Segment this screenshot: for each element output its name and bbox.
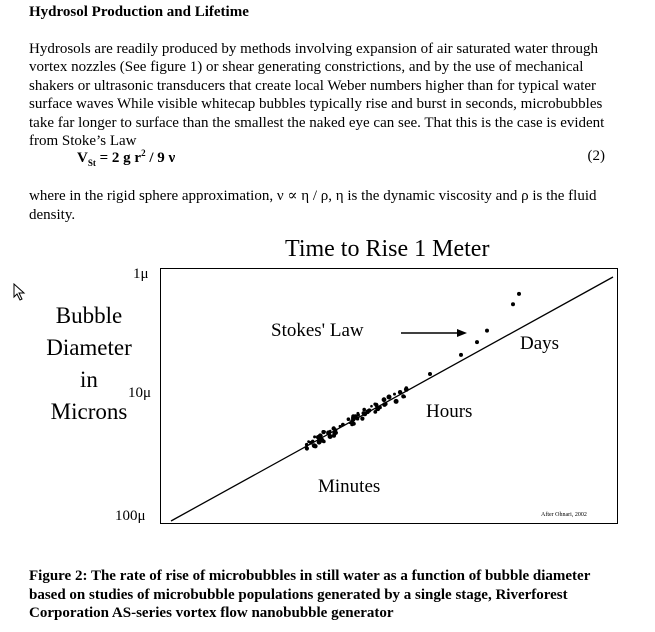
data-point [362, 411, 366, 415]
equation-expression: = 2 g r [95, 150, 142, 166]
data-point [347, 417, 351, 421]
data-point [379, 406, 382, 409]
stokes-arrow-head [457, 329, 467, 337]
y-tick-100-micron: 100μ [115, 508, 146, 524]
mouse-cursor-icon [13, 283, 27, 301]
plot-area [160, 268, 618, 524]
data-point [356, 412, 359, 415]
minutes-label: Minutes [318, 476, 381, 497]
equation-exponent: 2 [141, 148, 146, 158]
data-point [428, 372, 432, 376]
data-point [475, 340, 479, 344]
data-point [393, 393, 396, 396]
data-point [318, 433, 323, 438]
data-point [511, 302, 515, 306]
equation-tail: / 9 ν [145, 150, 176, 166]
y-tick-10-micron: 10μ [128, 385, 152, 401]
data-point [362, 408, 366, 412]
data-point [321, 430, 325, 434]
data-point [313, 435, 316, 438]
data-point [366, 410, 370, 414]
data-point [398, 390, 402, 394]
data-point [313, 444, 317, 448]
data-point [317, 440, 322, 445]
stokes-law-label: Stokes' Law [271, 320, 364, 341]
equation-number: (2) [587, 148, 605, 164]
data-point [329, 430, 332, 433]
data-point [373, 410, 377, 414]
data-point [382, 397, 387, 402]
data-point [334, 428, 338, 432]
stokes-law-line [171, 277, 613, 521]
data-point [339, 425, 342, 428]
data-point [387, 395, 392, 400]
data-point [328, 434, 333, 439]
data-point [360, 417, 364, 421]
plot-svg [161, 269, 619, 525]
body-paragraph-1: Hydrosols are readily produced by methods involving expansion of air saturated water through vortex nozzles (See figure 1) or shear generating constrictions, and by the use of mechanical shakers or ultrasonic transducers that create local Weber numbers higher than for typical water surface waves While visible whitecap bubbles typically rise and burst in seconds, microbubbles take far longer to surface than the smallest the naked eye can see. That this is the case is evident from Stoke’s Law [29, 41, 605, 150]
data-point [311, 440, 314, 443]
equation-subscript: St [87, 158, 96, 168]
body-paragraph-2: where in the rigid sphere approximation, ν ∝ η / ρ, η is the dynamic viscosity and ρ is the fluid density. [29, 188, 597, 223]
y-label-line-4: Microns [50, 399, 128, 424]
data-point [355, 416, 358, 419]
data-point [305, 446, 309, 450]
data-point [307, 440, 310, 443]
data-points [305, 292, 521, 451]
data-point [352, 422, 356, 426]
data-point [370, 405, 373, 408]
y-label-line-1: Bubble [55, 303, 123, 328]
data-point [404, 387, 409, 392]
data-point [401, 394, 405, 398]
data-point [459, 353, 463, 357]
y-label-line-2: Diameter [46, 335, 132, 360]
data-point [517, 292, 521, 296]
figure-credit: After Ohnari, 2002 [541, 512, 587, 518]
data-point [485, 329, 489, 333]
days-label: Days [520, 333, 560, 354]
data-point [305, 443, 309, 447]
data-point [394, 399, 399, 404]
hours-label: Hours [426, 401, 473, 422]
figure-caption: Figure 2: The rate of rise of microbubbles in still water as a function of bubble diameter based on studies of microbubble populations generated by a single stage, Riverforest Corporation AS-series vortex flow nanobubble generator [29, 568, 591, 621]
data-point [341, 423, 345, 427]
y-label-line-3: in [80, 367, 98, 392]
section-heading: Hydrosol Production and Lifetime [29, 4, 249, 20]
y-axis-label [30, 300, 148, 428]
y-tick-1-micron: 1μ [133, 266, 149, 282]
data-point [382, 402, 387, 407]
stokes-equation [77, 148, 605, 168]
equation-symbol: V [77, 150, 88, 166]
figure-title: Time to Rise 1 Meter [285, 236, 490, 262]
